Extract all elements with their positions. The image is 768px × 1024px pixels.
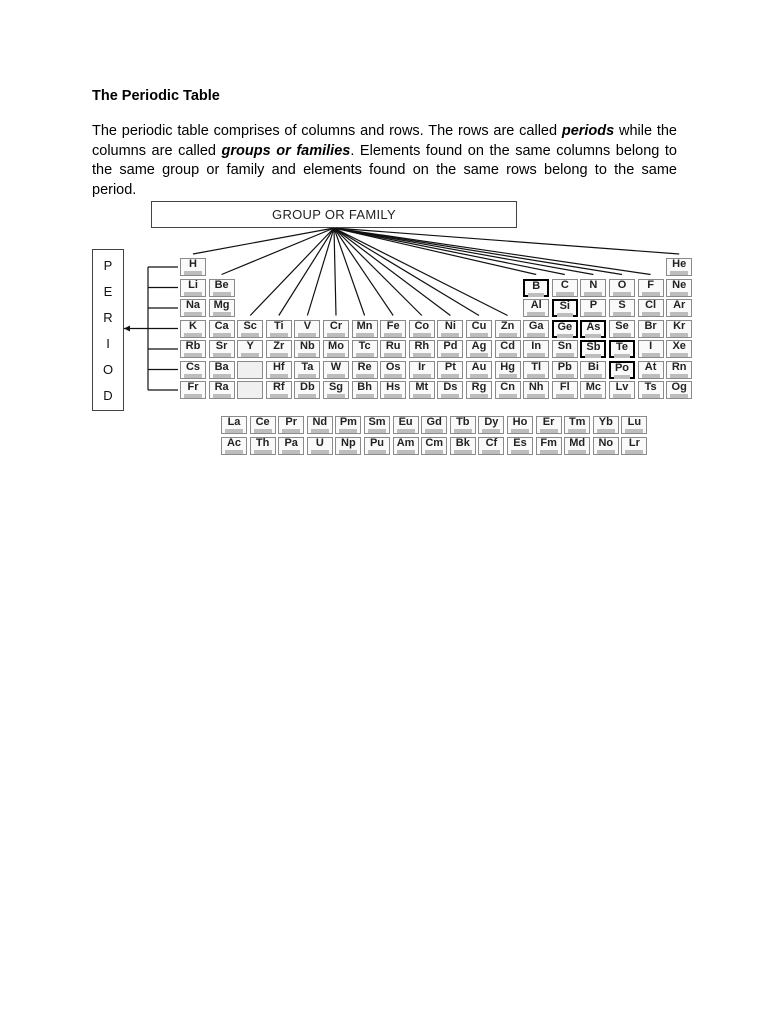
connector-line [334,228,622,275]
element-symbol: Sm [368,416,386,428]
element-symbol: Dy [484,416,499,428]
period-letter: P [103,257,113,273]
element-cell [609,320,635,338]
periodic-table-figure [90,198,700,466]
element-cell [221,416,247,434]
element-cell [323,381,349,399]
element-cell [294,381,320,399]
element-cell [666,340,692,358]
element-cell [209,340,235,358]
element-symbol: K [189,319,197,332]
element-cell [478,437,504,455]
element-cell [323,340,349,358]
element-symbol: Fe [386,319,400,332]
element-cell [421,437,447,455]
element-symbol: Tm [568,416,586,428]
element-symbol: Cu [471,319,487,332]
element-symbol: I [649,340,653,352]
element-symbol: Sg [328,381,344,393]
term-groups: groups or families [221,142,351,159]
element-cell [666,279,692,297]
element-symbol: U [315,436,324,449]
element-cell [278,437,304,455]
element-cell [409,340,435,358]
element-cell [609,279,635,297]
element-cell [552,320,578,338]
element-symbol: Cd [500,340,515,352]
element-symbol: Hs [386,381,401,393]
element-cell [180,299,206,317]
element-cell [209,381,235,399]
element-cell [335,416,361,434]
element-symbol: Br [644,319,657,332]
element-symbol: Th [255,436,270,449]
element-symbol: Mn [356,319,373,332]
element-symbol: Be [214,278,229,291]
element-cell [209,279,235,297]
element-symbol: Pr [285,416,297,428]
element-symbol: Ir [418,360,426,373]
element-symbol: Ba [214,360,229,373]
element-symbol: Bk [455,436,470,449]
element-symbol: Zn [500,319,515,332]
element-cell [580,381,606,399]
element-cell [294,361,320,379]
element-symbol: Bi [587,360,599,373]
element-symbol: P [589,299,598,311]
element-symbol: Co [414,319,430,332]
element-symbol: Y [246,340,254,352]
connector-line [222,228,334,275]
element-symbol: Ne [672,278,687,291]
element-symbol: As [586,320,601,333]
element-cell [536,416,562,434]
connector-line [334,228,679,254]
element-symbol: Ag [471,340,487,352]
element-cell [323,320,349,338]
element-symbol: Cm [425,436,444,449]
element-cell [523,279,549,297]
element-symbol: Pm [339,416,357,428]
element-symbol: S [618,299,626,311]
element-cell [523,320,549,338]
element-cell [266,320,292,338]
element-cell [666,381,692,399]
element-symbol: Hg [500,360,515,373]
element-cell [180,381,206,399]
element-cell [638,361,664,379]
element-cell [250,416,276,434]
element-cell [380,320,406,338]
element-symbol: La [227,416,241,428]
element-cell [609,340,635,358]
element-symbol: V [303,319,312,332]
element-cell [266,381,292,399]
element-symbol: Zr [273,340,285,352]
element-cell [180,340,206,358]
element-symbol: Pa [284,436,298,449]
element-symbol: Os [385,360,401,373]
element-cell [564,416,590,434]
element-cell [495,320,521,338]
element-symbol: Li [188,278,198,291]
element-cell [580,361,606,379]
element-cell [364,437,390,455]
element-symbol: O [617,278,627,291]
paragraph-text-3: . Elements found on the same columns belong to the same group or family and elements found on the same rows belong to the same period. [92,142,678,198]
element-cell [552,361,578,379]
element-symbol: Se [615,319,629,332]
page-title: The Periodic Table [92,88,220,104]
element-cell [221,437,247,455]
element-symbol: Gd [426,416,442,428]
group-or-family-label: GROUP OR FAMILY [151,201,517,228]
element-symbol: Tl [531,360,542,373]
element-symbol: Tc [358,340,371,352]
element-symbol: Fr [187,381,199,393]
element-cell [278,416,304,434]
element-symbol: W [330,360,342,373]
period-letter: R [103,309,113,325]
period-letter: I [106,335,110,351]
element-cell [666,361,692,379]
element-symbol: Cf [485,436,498,449]
element-symbol: N [589,278,598,291]
element-symbol: Ts [644,381,657,393]
element-symbol: Au [471,360,487,373]
element-cell [209,361,235,379]
element-cell [266,361,292,379]
element-symbol: Ga [528,319,544,332]
period-label [92,249,124,411]
connector-line [334,228,393,316]
element-cell [380,340,406,358]
element-symbol: He [672,258,687,270]
element-symbol: Mg [213,299,230,311]
element-cell [593,437,619,455]
element-symbol: B [532,279,541,292]
element-symbol: Pb [557,360,572,373]
element-cell [552,299,578,317]
element-cell [237,340,263,358]
element-cell [352,361,378,379]
element-symbol: Te [615,341,629,353]
element-symbol: Cs [185,360,201,373]
element-cell [380,361,406,379]
element-cell [437,340,463,358]
element-symbol: Fm [540,436,557,449]
element-symbol: Sc [243,319,257,332]
element-symbol: Eu [398,416,413,428]
element-symbol: Ce [255,416,270,428]
element-cell [409,381,435,399]
element-symbol: Xe [672,340,686,352]
element-cell [421,416,447,434]
element-cell [294,320,320,338]
element-cell [209,299,235,317]
element-cell [638,340,664,358]
element-symbol: Og [671,381,687,393]
element-symbol: Cr [329,319,343,332]
element-symbol: Es [513,436,527,449]
element-symbol: Ru [385,340,401,352]
element-symbol: Ds [443,381,458,393]
paragraph-text-2: while the columns are called [92,123,677,159]
element-symbol: At [644,360,657,373]
element-cell [466,320,492,338]
element-symbol: C [560,278,569,291]
element-cell [294,340,320,358]
element-symbol: No [598,436,614,449]
element-symbol: Tb [456,416,470,428]
element-symbol: Rf [272,381,285,393]
element-symbol: Np [341,436,356,449]
element-cell [564,437,590,455]
element-cell [523,299,549,317]
element-cell [523,340,549,358]
f-block-placeholder [237,361,263,379]
element-cell [609,361,635,379]
element-symbol: Sn [557,340,572,352]
element-cell [580,320,606,338]
element-symbol: Ac [226,436,242,449]
element-cell [237,320,263,338]
element-symbol: Ta [301,360,314,373]
element-cell [552,340,578,358]
element-cell [523,361,549,379]
element-cell [466,361,492,379]
element-cell [495,381,521,399]
period-letter: D [103,387,113,403]
element-cell [638,299,664,317]
element-cell [638,381,664,399]
element-symbol: F [647,278,654,291]
element-cell [323,361,349,379]
element-cell [609,381,635,399]
element-cell [393,437,419,455]
intro-paragraph [92,122,677,200]
element-symbol: Lv [615,381,629,393]
element-cell [307,416,333,434]
element-cell [364,416,390,434]
element-symbol: Nh [528,381,544,393]
element-symbol: Kr [673,319,686,332]
element-cell [495,340,521,358]
element-symbol: Al [530,299,542,311]
element-symbol: Pt [444,360,456,373]
element-cell [666,299,692,317]
f-block-placeholder [237,381,263,399]
element-cell [621,437,647,455]
element-symbol: Er [542,416,555,428]
element-symbol: Rh [414,340,430,352]
element-cell [495,361,521,379]
element-cell [180,361,206,379]
element-cell [409,361,435,379]
element-symbol: Rn [671,360,687,373]
element-cell [266,340,292,358]
element-symbol: Bh [357,381,372,393]
element-symbol: Po [614,361,630,374]
element-cell [335,437,361,455]
element-cell [507,416,533,434]
element-symbol: H [189,258,197,270]
element-cell [466,340,492,358]
element-cell [552,381,578,399]
element-cell [478,416,504,434]
element-cell [180,258,206,276]
element-cell [580,299,606,317]
element-symbol: Sb [586,341,601,353]
connector-line [334,228,565,275]
term-periods: periods [561,123,615,139]
element-cell [352,381,378,399]
paragraph-text-1: The periodic table comprises of columns and rows. The rows are called [92,123,562,139]
element-symbol: Hf [272,360,285,373]
element-cell [666,258,692,276]
period-letter: O [102,361,114,377]
element-cell [638,320,664,338]
element-symbol: Pd [443,340,458,352]
element-cell [352,340,378,358]
element-symbol: Md [569,436,586,449]
element-symbol: Ra [214,381,229,393]
element-cell [466,381,492,399]
element-cell [507,437,533,455]
element-symbol: Na [185,299,201,311]
element-symbol: Lr [628,436,640,449]
connector-line [279,228,334,316]
element-symbol: Nb [300,340,315,352]
element-cell [180,279,206,297]
element-cell [593,416,619,434]
element-cell [638,279,664,297]
element-cell [536,437,562,455]
element-symbol: Ca [214,319,229,332]
element-cell [621,416,647,434]
element-symbol: Lu [627,416,642,428]
element-cell [380,381,406,399]
connector-line [334,228,336,316]
element-symbol: Fl [559,381,570,393]
element-symbol: In [531,340,542,352]
element-symbol: Ti [274,319,284,332]
connector-line [334,228,651,275]
element-cell [437,361,463,379]
element-cell [450,416,476,434]
element-symbol: Nd [312,416,328,428]
arrow-head [124,326,130,332]
element-cell [250,437,276,455]
element-symbol: Cl [645,299,657,311]
element-symbol: Rb [185,340,201,352]
element-symbol: Re [357,360,372,373]
element-symbol: Sr [215,340,228,352]
element-cell [209,320,235,338]
element-symbol: Pu [369,436,385,449]
element-symbol: Ni [444,319,456,332]
element-cell [409,320,435,338]
element-symbol: Ge [557,320,573,333]
element-cell [437,320,463,338]
element-cell [393,416,419,434]
element-symbol: Ar [673,299,686,311]
element-cell [437,381,463,399]
element-symbol: Mc [585,381,602,393]
element-cell [580,279,606,297]
element-cell [352,320,378,338]
element-cell [180,320,206,338]
element-cell [523,381,549,399]
element-cell [580,340,606,358]
element-cell [552,279,578,297]
element-symbol: Si [559,300,570,312]
element-symbol: Db [300,381,315,393]
element-symbol: Mt [415,381,429,393]
element-cell [609,299,635,317]
element-symbol: Cn [500,381,515,393]
element-symbol: Am [396,436,415,449]
element-symbol: Yb [598,416,613,428]
element-cell [307,437,333,455]
element-symbol: Mo [328,340,344,352]
element-cell [450,437,476,455]
element-cell [666,320,692,338]
period-letter: E [103,283,113,299]
element-symbol: Ho [512,416,528,428]
element-symbol: Rg [471,381,487,393]
